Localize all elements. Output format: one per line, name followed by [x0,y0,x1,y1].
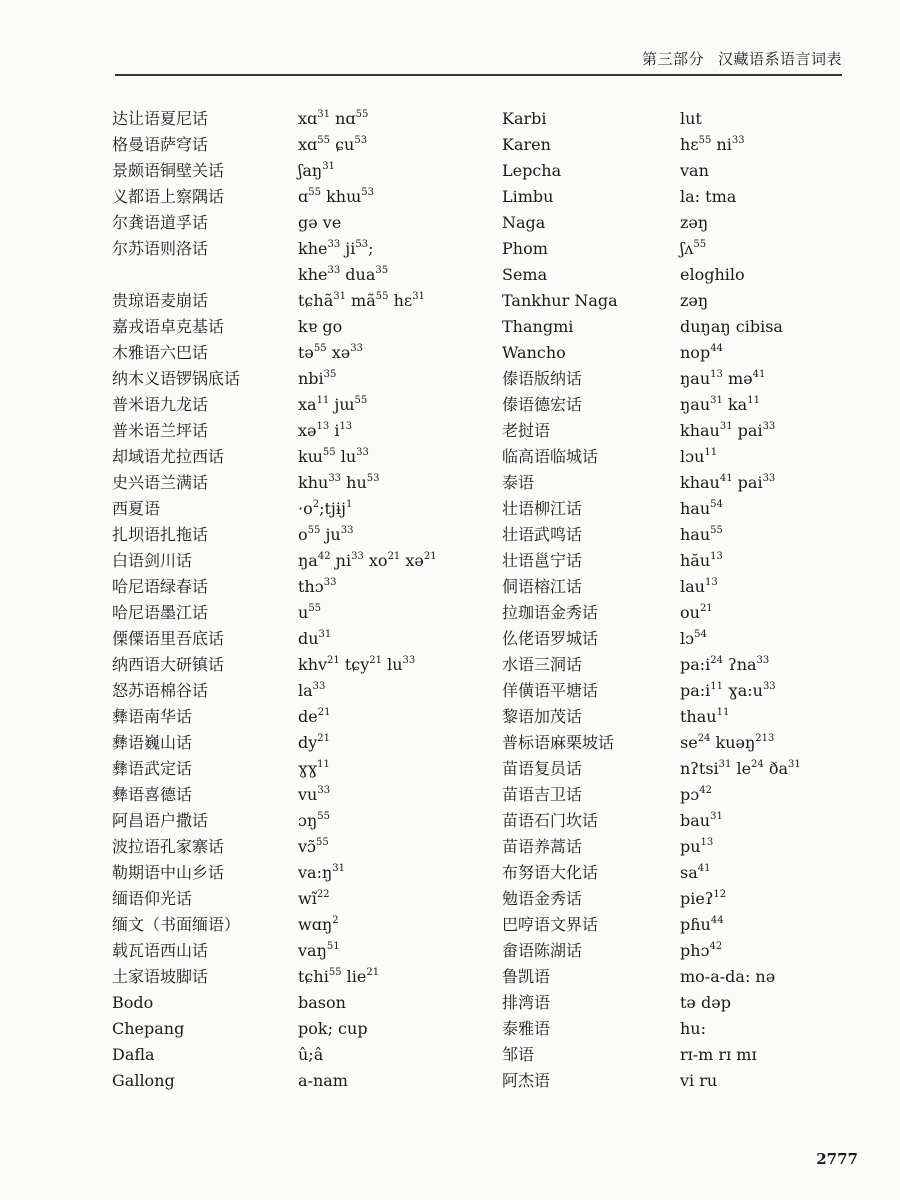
language-name: 拉珈语金秀话 [502,603,599,622]
language-name: 傣语版纳话 [502,369,583,388]
word-entry [112,730,331,756]
language-name: 义都语上察隅话 [112,187,225,206]
word-entry [112,522,354,548]
word-form: phɔ$^{42}$ [680,940,723,960]
word-form: $ŋa^{42}$ ɲi$^{33}$ $xo^{21}$ xə$^{21}$ [298,550,437,570]
word-entry [112,106,369,132]
language-name: 巴哼语文界话 [502,915,599,934]
word-form: hau$^{54}$ [680,498,723,518]
word-form: bau$^{31}$ [680,810,723,830]
word-form: nʔtsi$^{31}$ $le^{24}$ $ða^{31}$ [680,758,801,778]
word-entry [112,1016,368,1042]
word-entry [112,1068,348,1094]
word-entry [502,964,776,990]
word-form: $se^{24}$ kuəŋ$^{213}$ [680,732,775,752]
word-entry [502,834,714,860]
word-entry [112,860,346,886]
language-name: 佯僙语平塘话 [502,681,599,700]
word-form: duŋaŋ cibisa [680,317,783,336]
word-entry [502,574,718,600]
word-entry [112,808,330,834]
language-name: 白语剑川话 [112,551,193,570]
language-name: 缅语仰光话 [112,889,193,908]
language-name: 苗语石门坎话 [502,811,599,830]
word-entry [112,158,335,184]
language-name: 泰语 [502,473,535,492]
word-form: hău$^{13}$ [680,550,723,570]
language-name: Thangmi [502,317,574,336]
word-form: $du^{31}$ [298,628,332,648]
word-form: $vu^{33}$ [298,784,331,804]
word-entry [112,1042,324,1068]
language-name: 泰雅语 [502,1019,551,1038]
word-entry [502,730,775,756]
word-entry [502,366,766,392]
word-form: lau$^{13}$ [680,576,718,596]
header-rule [115,74,842,76]
word-entry [502,314,783,340]
language-name: 勒期语中山乡话 [112,863,225,882]
word-form: tɕhã$^{31}$ $mã^{55}$ hɛ$^{31}$ [298,290,425,310]
language-name: 水语三洞话 [502,655,583,674]
word-form: eloghilo [680,265,745,284]
word-entry [112,262,389,288]
word-entry [502,678,776,704]
language-name: Limbu [502,187,554,206]
word-form: $\cdot o^2;tjɨj^1$ [298,498,353,518]
word-entry [112,418,353,444]
word-form: hau$^{55}$ [680,524,723,544]
language-name: 彝语巍山话 [112,733,193,752]
language-name: 彝语南华话 [112,707,193,726]
language-name: 临高语临城话 [502,447,599,466]
word-form: $sa^{41}$ [680,862,711,882]
word-form: $pu^{13}$ [680,836,714,856]
word-form: tɕhi$^{55}$ lie$^{21}$ [298,966,380,986]
word-form: xɑ$^{55}$ ɕu$^{53}$ [298,134,368,154]
language-name: 土家语坡脚话 [112,967,209,986]
language-name: Gallong [112,1071,175,1090]
language-name: 畲语陈湖话 [502,941,583,960]
language-name: 阿昌语户撒话 [112,811,209,830]
word-form: khe$^{33}$ dua$^{35}$ [298,264,389,284]
word-form: vi ru [680,1071,718,1090]
word-entry [502,392,760,418]
word-entry [112,782,331,808]
language-name: 达让语夏尼话 [112,109,209,128]
word-form: hu: [680,1019,706,1038]
word-form: a-nam [298,1071,348,1090]
language-name: Wancho [502,343,566,362]
word-entry [112,912,339,938]
word-entry [112,314,343,340]
word-form: vɔ̃$^{55}$ [298,836,329,856]
word-entry [112,626,332,652]
language-name: 木雅语六巴话 [112,343,209,362]
word-form: hɛ$^{55}$ $ni^{33}$ [680,134,745,154]
running-header [642,48,842,69]
word-entry [502,938,723,964]
word-entry [502,886,727,912]
word-form: ʃaŋ$^{31}$ [298,160,335,180]
language-name: Naga [502,213,546,232]
right-column [502,106,801,1094]
language-name: 格曼语萨穹话 [112,135,209,154]
word-form: thau$^{11}$ [680,706,730,726]
language-name: Sema [502,265,548,284]
word-form: ŋau$^{13}$ mə$^{41}$ [680,368,766,388]
word-entry [502,522,723,548]
word-form: tə dəp [680,993,731,1012]
language-name: 西夏语 [112,499,161,518]
word-form: û;â [298,1045,324,1064]
word-entry [502,782,712,808]
word-entry [502,262,745,288]
word-entry [502,288,709,314]
language-name: 黎语加茂话 [502,707,583,726]
word-entry [112,652,416,678]
word-entry [112,678,326,704]
language-name: 侗语榕江话 [502,577,583,596]
language-name: 老挝语 [502,421,551,440]
language-name: 苗语养蒿话 [502,837,583,856]
language-name: 彝语武定话 [112,759,193,778]
language-name: 波拉语孔家寨话 [112,837,225,856]
word-entry [502,808,723,834]
word-form: khau$^{41}$ pai$^{33}$ [680,472,776,492]
word-form: ɔŋ$^{55}$ [298,810,330,830]
language-name: 傣语德宏话 [502,395,583,414]
language-name: 鲁凯语 [502,967,551,986]
word-form: thɔ$^{33}$ [298,576,337,596]
language-name: 嘉戎语卓克基话 [112,317,225,336]
word-form: nbi$^{35}$ [298,368,337,388]
word-entry [112,574,337,600]
language-name: Karbi [502,109,547,128]
language-name: 彝语喜德话 [112,785,193,804]
word-form: van [680,161,709,180]
language-name: 纳木义语锣锅底话 [112,369,241,388]
header-part: 第三部分 [641,50,704,68]
language-name: 载瓦语西山话 [112,941,209,960]
word-entry [112,964,380,990]
language-name: Lepcha [502,161,562,180]
word-form: zəŋ [680,291,709,310]
language-name: Tankhur Naga [502,291,618,310]
word-entry [502,470,776,496]
word-form: gə ve [298,213,342,232]
word-form: $ou^{21}$ [680,602,713,622]
word-entry [112,288,425,314]
word-entry [502,548,723,574]
word-form: $xa^{11}$ jɯ$^{55}$ [298,394,368,414]
word-entry [502,1068,718,1094]
word-form: ɑ$^{55}$ khɯ$^{53}$ [298,186,374,206]
word-form: nop$^{44}$ [680,342,723,362]
word-form: tə$^{55}$ xə$^{33}$ [298,342,363,362]
language-name: 壮语邕宁话 [502,551,583,570]
word-form: $wĩ^{22}$ [298,888,330,908]
word-entry [112,340,363,366]
language-name: 景颇语铜壁关话 [112,161,225,180]
language-name: 贵琼语麦崩话 [112,291,209,310]
word-form: pɦu$^{44}$ [680,914,724,934]
language-name: 普米语九龙话 [112,395,209,414]
language-name: 哈尼语绿春话 [112,577,209,596]
word-entry [502,340,723,366]
word-entry [502,990,731,1016]
language-name: 纳西语大研镇话 [112,655,225,674]
word-form: lut [680,109,702,128]
word-entry [112,444,369,470]
word-entry [112,548,437,574]
language-name: 尔龚语道孚话 [112,213,209,232]
language-name: 却域语尤拉西话 [112,447,225,466]
language-name: 排湾语 [502,993,551,1012]
word-form: $la^{33}$ [298,680,326,700]
language-name: 傈僳语里吾底话 [112,629,225,648]
word-form: wɑŋ$^2$ [298,914,339,934]
word-form: ɣɣ$^{11}$ [298,758,330,778]
word-form: $va:ŋ^{31}$ [298,862,346,882]
word-form: $dy^{21}$ [298,732,331,752]
word-entry [112,132,368,158]
language-name: Chepang [112,1019,185,1038]
language-name: 布努语大化话 [502,863,599,882]
language-name: 壮语武鸣话 [502,525,583,544]
word-entry [502,418,776,444]
word-entry [502,704,730,730]
language-name: 苗语复员话 [502,759,583,778]
language-name: Dafla [112,1045,155,1064]
word-form: mo-a-da: nə [680,967,776,986]
header-title: 汉藏语系语言词表 [717,50,842,68]
word-form: pieʔ$^{12}$ [680,888,727,908]
language-name: 邹语 [502,1045,535,1064]
word-form: ʃʌ$^{55}$ [680,238,707,258]
language-name: 史兴语兰满话 [112,473,209,492]
language-name: 阿杰语 [502,1071,551,1090]
word-entry [112,496,353,522]
word-entry [502,600,713,626]
word-form: lɔu$^{11}$ [680,446,718,466]
word-form: kɯ$^{55}$ $lu^{33}$ [298,446,369,466]
word-form: bason [298,993,346,1012]
word-form: vaŋ$^{51}$ [298,940,340,960]
word-form: rɪ-m rɪ mɪ [680,1045,757,1064]
language-name: Karen [502,135,551,154]
word-entry [112,886,330,912]
language-name: Phom [502,239,548,258]
word-entry [502,210,709,236]
word-entry [112,704,331,730]
word-entry [112,210,342,236]
word-form: la: tma [680,187,737,206]
language-name: 壮语柳江话 [502,499,583,518]
word-entry [112,990,346,1016]
word-entry [502,184,737,210]
language-name: 哈尼语墨江话 [112,603,209,622]
word-entry [502,236,707,262]
word-form: $u^{55}$ [298,602,322,622]
word-form: kɐ go [298,317,343,336]
word-entry [502,652,770,678]
language-name: 仫佬语罗城话 [502,629,599,648]
language-name: 普标语麻栗坡话 [502,733,615,752]
word-entry [502,912,724,938]
word-form: xə$^{13}$ $i^{13}$ [298,420,353,440]
word-form: $de^{21}$ [298,706,331,726]
word-entry [112,366,337,392]
language-name: 怒苏语棉谷话 [112,681,209,700]
word-form: pok; cup [298,1019,368,1038]
word-form: $o^{55}$ $ju^{33}$ [298,524,354,544]
word-entry [112,236,374,262]
word-entry [502,1016,706,1042]
language-name: 缅文（书面缅语） [112,915,241,934]
page-number: 2777 [816,1150,858,1168]
word-entry [502,158,709,184]
language-name: 扎坝语扎拖话 [112,525,209,544]
word-form: xɑ$^{31}$ nɑ$^{55}$ [298,108,369,128]
word-entry [112,756,330,782]
word-entry [112,470,380,496]
language-name: 普米语兰坪话 [112,421,209,440]
word-form: khe$^{33}$ $ji^{53}$; [298,238,374,258]
word-entry [112,938,340,964]
word-form: $pa:i^{11}$ $ɣa:u^{33}$ [680,680,776,700]
word-entry [502,106,702,132]
word-form: lɔ$^{54}$ [680,628,707,648]
word-entry [502,756,801,782]
language-name: 勉语金秀话 [502,889,583,908]
word-entry [112,184,374,210]
word-entry [502,1042,757,1068]
word-form: khau$^{31}$ pai$^{33}$ [680,420,776,440]
language-name: Bodo [112,993,154,1012]
language-name: 尔苏语则洛话 [112,239,209,258]
word-entry [502,132,745,158]
word-form: $pa:i^{24}$ ʔna$^{33}$ [680,654,770,674]
word-entry [502,626,707,652]
word-entry [502,496,723,522]
word-entry [112,600,322,626]
word-form: ŋau$^{31}$ $ka^{11}$ [680,394,760,414]
word-form: khv$^{21}$ tɕy$^{21}$ $lu^{33}$ [298,654,416,674]
word-form: zəŋ [680,213,709,232]
word-entry [112,834,329,860]
language-name: 苗语吉卫话 [502,785,583,804]
word-entry [112,392,368,418]
word-entry [502,444,718,470]
word-entry [502,860,711,886]
word-form: khu$^{33}$ $hu^{53}$ [298,472,380,492]
word-form: pɔ$^{42}$ [680,784,712,804]
left-column [112,106,437,1094]
